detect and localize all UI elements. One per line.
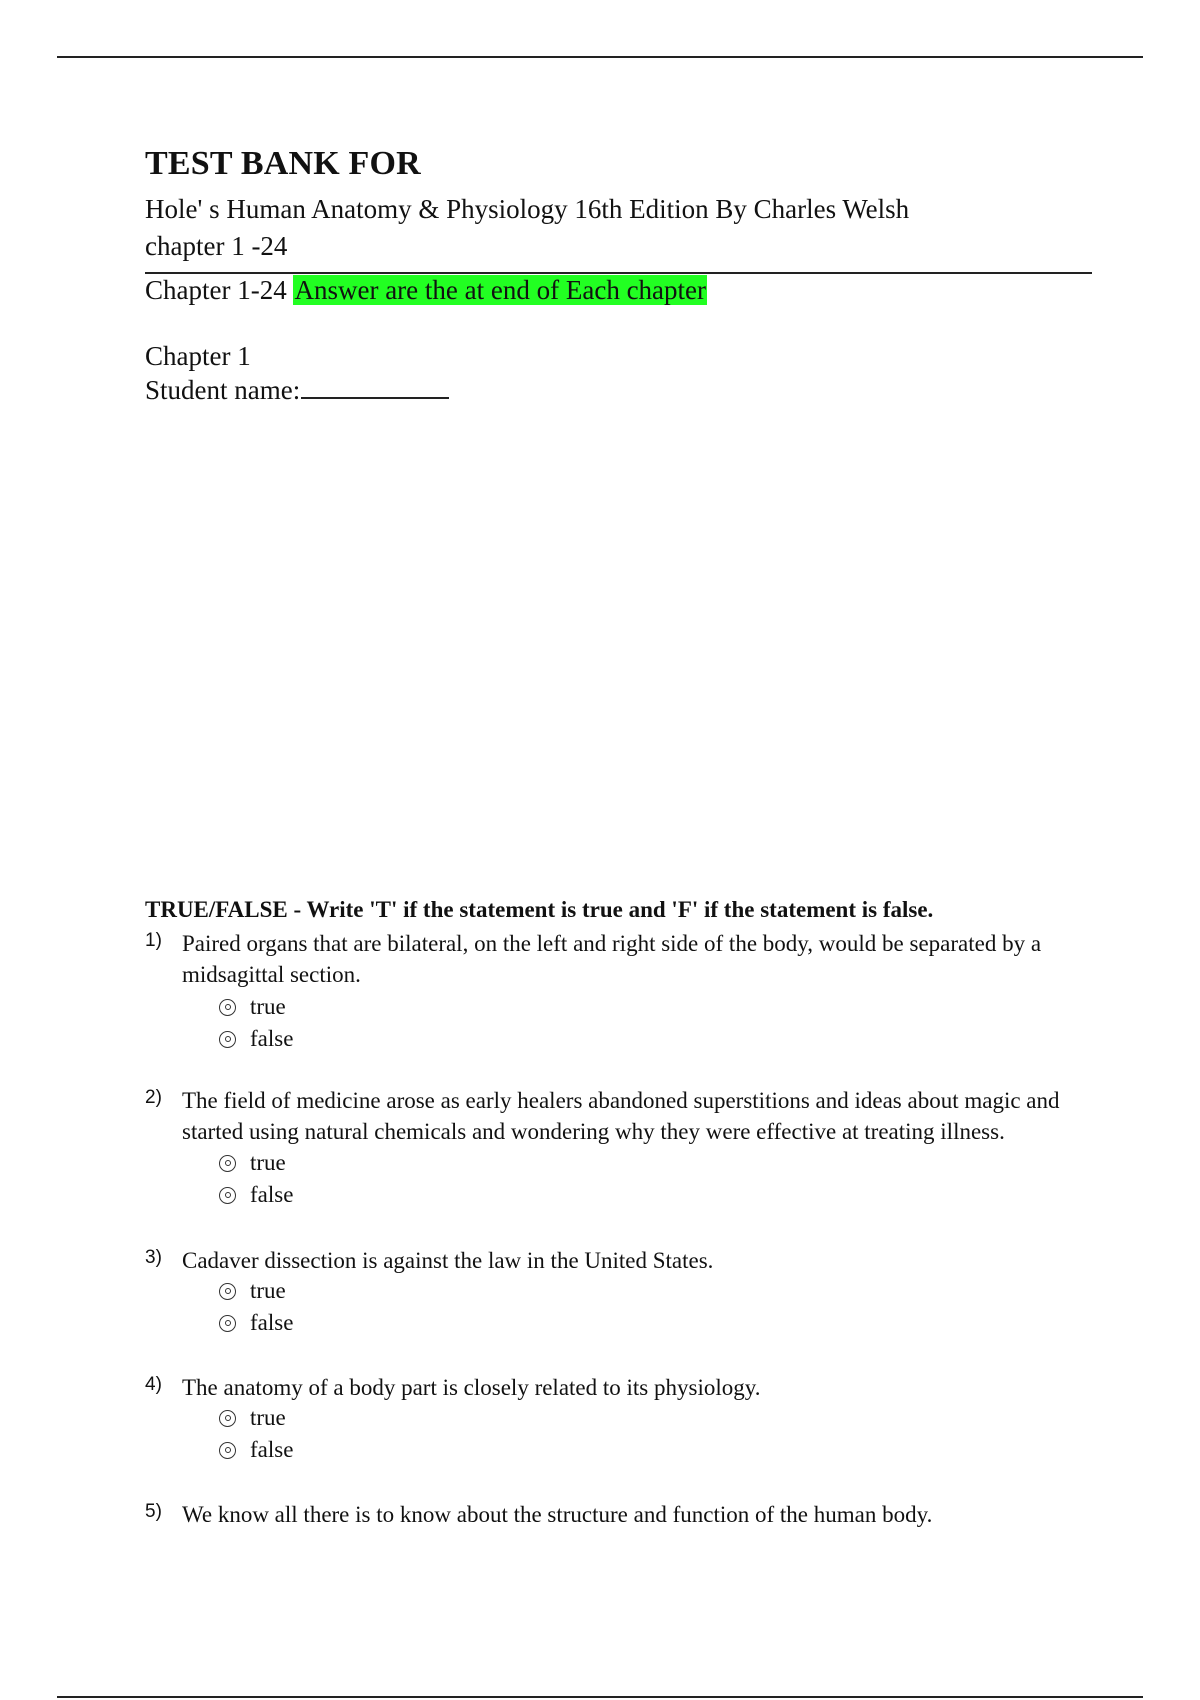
option-label: false — [250, 1310, 294, 1335]
question-text: We know all there is to know about the structure and function of the human body. — [182, 1502, 933, 1527]
student-name-line — [145, 373, 449, 406]
option-true[interactable] — [219, 992, 286, 1022]
option-label: false — [250, 1182, 294, 1207]
radio-icon[interactable] — [219, 1155, 236, 1172]
header-divider — [145, 272, 1092, 274]
question-text: The anatomy of a body part is closely related to its physiology. — [182, 1375, 761, 1400]
question-text: Cadaver dissection is against the law in the United States. — [182, 1248, 714, 1273]
option-false[interactable] — [219, 1024, 293, 1054]
question-text: The field of medicine arose as early healers abandoned superstitions and ideas about magic and started using natural chemicals and wondering why they were effective at treating illness. — [182, 1088, 1060, 1144]
question-number: 2) — [145, 1087, 162, 1108]
option-false[interactable] — [219, 1308, 293, 1338]
page-bottom-rule — [57, 1696, 1143, 1698]
option-false[interactable] — [219, 1435, 293, 1465]
question-text: Paired organs that are bilateral, on the left and right side of the body, would be separated by a midsagittal section. — [182, 931, 1042, 987]
question-number: 1) — [145, 930, 162, 951]
option-false[interactable] — [219, 1180, 293, 1210]
option-label: false — [250, 1026, 294, 1051]
radio-icon[interactable] — [219, 999, 236, 1016]
option-label: true — [250, 1405, 286, 1430]
option-label: false — [250, 1437, 294, 1462]
option-true[interactable] — [219, 1148, 286, 1178]
answer-note-line — [145, 275, 707, 306]
section-instructions: TRUE/FALSE - Write 'T' if the statement is true and 'F' if the statement is false. — [145, 897, 934, 922]
option-true[interactable] — [219, 1276, 286, 1306]
radio-icon[interactable] — [219, 1031, 236, 1048]
radio-icon[interactable] — [219, 1283, 236, 1300]
chapter-label: Chapter 1 — [145, 341, 251, 371]
student-name-label: Student name: — [145, 375, 301, 405]
question-number: 3) — [145, 1247, 162, 1268]
option-true[interactable] — [219, 1403, 286, 1433]
option-label: true — [250, 994, 286, 1019]
option-label: true — [250, 1278, 286, 1303]
radio-icon[interactable] — [219, 1315, 236, 1332]
book-title: Hole' s Human Anatomy & Physiology 16th Edition By Charles Welsh — [145, 194, 910, 224]
document-title: TEST BANK FOR — [145, 145, 421, 182]
option-label: true — [250, 1150, 286, 1175]
question-number: 5) — [145, 1501, 162, 1522]
radio-icon[interactable] — [219, 1187, 236, 1204]
radio-icon[interactable] — [219, 1410, 236, 1427]
radio-icon[interactable] — [219, 1442, 236, 1459]
chapters-range: chapter 1 -24 — [145, 231, 288, 261]
student-name-blank[interactable] — [301, 373, 449, 399]
page-top-rule — [57, 56, 1143, 58]
answer-note-highlight: Answer are the at end of Each chapter — [294, 275, 707, 305]
question-number: 4) — [145, 1374, 162, 1395]
answer-prefix: Chapter 1-24 — [145, 275, 287, 305]
